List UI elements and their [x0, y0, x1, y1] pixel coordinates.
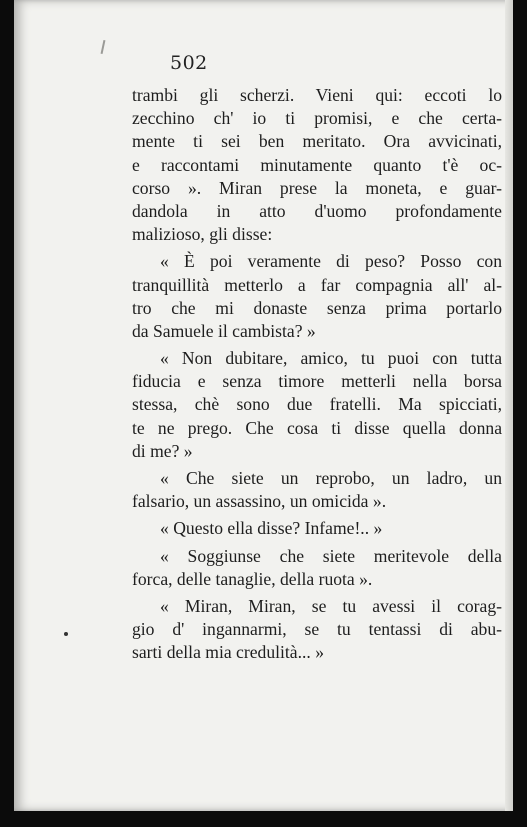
text-line: mente ti sei ben meritato. Ora avvicinati,	[132, 131, 502, 152]
text-line: forca, delle tanaglie, della ruota ».	[132, 568, 373, 589]
text-line: malizioso, gli disse:	[132, 224, 273, 245]
text-line: « È poi veramente di peso? Posso con	[160, 251, 502, 272]
book-page	[14, 0, 513, 811]
text-line: « Questo ella disse? Infame!.. »	[160, 518, 383, 539]
text-line: « Soggiunse che siete meritevole della	[160, 545, 502, 566]
page-edge	[505, 0, 513, 811]
text-line: te ne prego. Che cosa ti disse quella donna	[132, 417, 502, 438]
text-line: corso ». Miran prese la moneta, e guar-	[132, 177, 502, 198]
text-line: tranquillità metterlo a far compagnia all' al-	[132, 274, 502, 295]
text-line: e raccontami minutamente quanto t'è oc-	[132, 154, 502, 175]
pencil-mark	[101, 40, 106, 54]
text-line: stessa, chè sono due fratelli. Ma spicciati,	[132, 394, 502, 415]
text-line: sarti della mia credulità... »	[132, 642, 324, 663]
text-line: trambi gli scherzi. Vieni qui: eccoti lo	[132, 85, 502, 105]
text-line: falsario, un assassino, un omicida ».	[132, 491, 387, 512]
margin-dot	[64, 632, 68, 636]
text-line: « Miran, Miran, se tu avessi il corag-	[160, 595, 502, 616]
text-line: tro che mi donaste senza prima portarlo	[132, 297, 502, 318]
text-line: « Che siete un reprobo, un ladro, un	[160, 468, 502, 488]
text-line: dandola in atto d'uomo profondamente	[132, 200, 502, 221]
text-line: da Samuele il cambista? »	[132, 320, 316, 341]
text-line: fiducia e senza timore metterli nella borsa	[132, 371, 502, 392]
body-text	[132, 84, 502, 665]
text-line: « Non dubitare, amico, tu puoi con tutta	[160, 348, 502, 369]
text-line: zecchino ch' io ti promisi, e che certa-	[132, 108, 502, 129]
page-number: 502	[170, 52, 208, 74]
text-line: di me? »	[132, 440, 193, 461]
text-line: gio d' ingannarmi, se tu tentassi di abu-	[132, 619, 502, 640]
